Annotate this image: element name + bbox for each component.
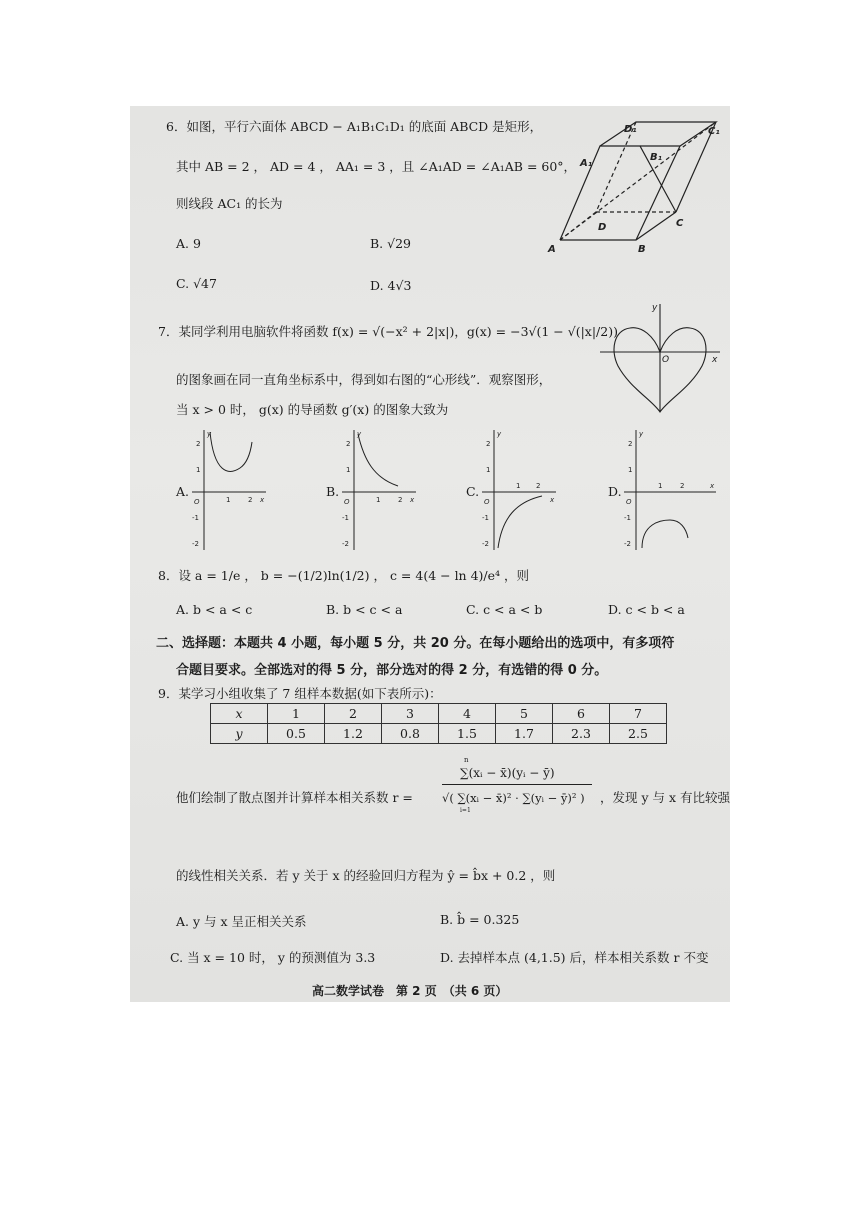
c-ytick-m1: -1 [482, 514, 489, 522]
d-x-label: x [710, 482, 715, 490]
q7-option-b-letter: B. [326, 484, 340, 499]
c-origin: O [484, 498, 490, 506]
a-ytick-1: 1 [196, 466, 201, 474]
q8-option-c: C. c < a < b [466, 602, 543, 617]
q9-option-b: B. b̂ = 0.325 [440, 912, 520, 927]
a-x-label: x [260, 496, 265, 504]
label-a: A [548, 244, 556, 255]
table-cell: 2.5 [610, 724, 667, 744]
table-cell: 5 [496, 704, 553, 724]
q7-option-a-letter: A. [176, 484, 190, 499]
formula-denominator: √( ∑(xᵢ − x̄)² · ∑(yᵢ − ȳ)² ) [442, 791, 585, 805]
option-d-graph [620, 428, 720, 554]
d-xtick-1: 1 [658, 482, 663, 490]
d-ytick-m1: -1 [624, 514, 631, 522]
q7-line3: 当 x > 0 时， g(x) 的导函数 g′(x) 的图象大致为 [176, 402, 449, 417]
table-cell: 3 [382, 704, 439, 724]
table-cell: 4 [439, 704, 496, 724]
heart-curve-figure [596, 300, 726, 418]
table-cell: 6 [553, 704, 610, 724]
q6-option-d: D. 4√3 [370, 278, 412, 293]
table-cell: 1.2 [325, 724, 382, 744]
exam-page [130, 106, 730, 1002]
table-cell: 7 [610, 704, 667, 724]
table-row-x [211, 704, 667, 724]
d-ytick-m2: -2 [624, 540, 631, 548]
table-cell: 0.5 [268, 724, 325, 744]
sum-limit-bottom: i=1 [460, 807, 471, 814]
table-cell: 2 [325, 704, 382, 724]
a-xtick-2: 2 [248, 496, 253, 504]
page-footer: 高二数学试卷 第 2 页 （共 6 页） [312, 984, 508, 998]
d-ytick-1: 1 [628, 466, 633, 474]
data-table [210, 703, 667, 744]
a-y-label: y [207, 430, 212, 438]
table-cell: 1.5 [439, 724, 496, 744]
q7-line1: 7．某同学利用电脑软件将函数 f(x) = √(−x² + 2|x|)，g(x) = −3√(1 − √(|x|/2)) [158, 324, 618, 339]
c-ytick-m2: -2 [482, 540, 489, 548]
heart-origin-label: O [662, 355, 670, 365]
table-cell: 0.8 [382, 724, 439, 744]
b-origin: O [344, 498, 350, 506]
q6-option-c: C. √47 [176, 276, 217, 291]
c-ytick-1: 1 [486, 466, 491, 474]
a-ytick-m1: -1 [192, 514, 199, 522]
b-ytick-2: 2 [346, 440, 351, 448]
b-xtick-1: 1 [376, 496, 381, 504]
q6-line2: 其中 AB = 2 ， AD = 4 ， AA₁ = 3 ，且 ∠A₁AD = ∠A₁AB = 60°， [176, 159, 577, 174]
sum-limit-top: n [464, 756, 469, 764]
option-a-graph [188, 428, 268, 554]
table-cell: 1.7 [496, 724, 553, 744]
b-x-label: x [410, 496, 415, 504]
c-xtick-1: 1 [516, 482, 521, 490]
d-xtick-2: 2 [680, 482, 685, 490]
q9-line2-start: 他们绘制了散点图并计算样本相关系数 r = [176, 790, 413, 805]
q9-line2-end: ，发现 y 与 x 有比较强 [600, 790, 730, 805]
q9-line3: 的线性相关关系．若 y 关于 x 的经验回归方程为 ŷ = b̂x + 0.2 ，则 [176, 868, 556, 883]
table-row-y [211, 724, 667, 744]
section2-line2: 合题目要求。全部选对的得 5 分，部分选对的得 2 分，有选错的得 0 分。 [176, 663, 608, 678]
d-origin: O [626, 498, 632, 506]
b-ytick-1: 1 [346, 466, 351, 474]
b-y-label: y [357, 430, 362, 438]
correlation-formula [442, 756, 592, 815]
q6-option-b: B. √29 [370, 236, 412, 251]
c-x-label: x [550, 496, 555, 504]
q6-line3: 则线段 AC₁ 的长为 [176, 196, 283, 211]
q8-option-d: D. c < b < a [608, 602, 685, 617]
parallelepiped-figure [540, 116, 730, 256]
heart-x-label: x [712, 355, 718, 365]
a-origin: O [194, 498, 200, 506]
q8-option-a: A. b < a < c [176, 602, 253, 617]
q9-option-c: C. 当 x = 10 时， y 的预测值为 3.3 [170, 950, 376, 965]
b-ytick-m1: -1 [342, 514, 349, 522]
heart-y-label: y [652, 303, 658, 313]
table-cell: 1 [268, 704, 325, 724]
label-c: C [676, 218, 684, 229]
table-header-x: x [211, 704, 268, 724]
q8-option-b: B. b < c < a [326, 602, 403, 617]
q8-line1: 8．设 a = 1/e ， b = −(1/2)ln(1/2) ， c = 4(4 − ln 4)/e⁴ ，则 [158, 568, 530, 583]
table-header-y: y [211, 724, 268, 744]
label-b: B [638, 244, 646, 255]
label-d: D [598, 222, 607, 233]
q9-line1: 9．某学习小组收集了 7 组样本数据(如下表所示)： [158, 686, 442, 701]
q7-option-d-letter: D. [608, 484, 622, 499]
b-ytick-m2: -2 [342, 540, 349, 548]
c-xtick-2: 2 [536, 482, 541, 490]
a-ytick-m2: -2 [192, 540, 199, 548]
c-ytick-2: 2 [486, 440, 491, 448]
d-y-label: y [639, 430, 644, 438]
option-b-graph [338, 428, 418, 554]
a-ytick-2: 2 [196, 440, 201, 448]
table-cell: 2.3 [553, 724, 610, 744]
label-a1: A₁ [580, 158, 593, 169]
option-c-graph [478, 428, 558, 554]
c-y-label: y [497, 430, 502, 438]
q6-line1: 6．如图，平行六面体 ABCD − A₁B₁C₁D₁ 的底面 ABCD 是矩形， [166, 119, 543, 134]
b-xtick-2: 2 [398, 496, 403, 504]
q7-option-c-letter: C. [466, 484, 480, 499]
formula-numerator: ∑(xᵢ − x̄)(yᵢ − ȳ) [460, 766, 555, 780]
label-d1: D₁ [624, 124, 637, 135]
d-ytick-2: 2 [628, 440, 633, 448]
q9-option-d: D. 去掉样本点 (4,1.5) 后，样本相关系数 r 不变 [440, 950, 709, 965]
q6-option-a: A. 9 [176, 236, 201, 251]
label-c1: C₁ [708, 126, 720, 137]
section2-line1: 二、选择题：本题共 4 小题，每小题 5 分，共 20 分。在每小题给出的选项中，有多项符 [156, 636, 675, 651]
q7-line2: 的图象画在同一直角坐标系中，得到如右图的“心形线”．观察图形， [176, 372, 552, 387]
label-b1: B₁ [650, 152, 663, 163]
q9-option-a: A. y 与 x 呈正相关关系 [176, 914, 307, 929]
a-xtick-1: 1 [226, 496, 231, 504]
